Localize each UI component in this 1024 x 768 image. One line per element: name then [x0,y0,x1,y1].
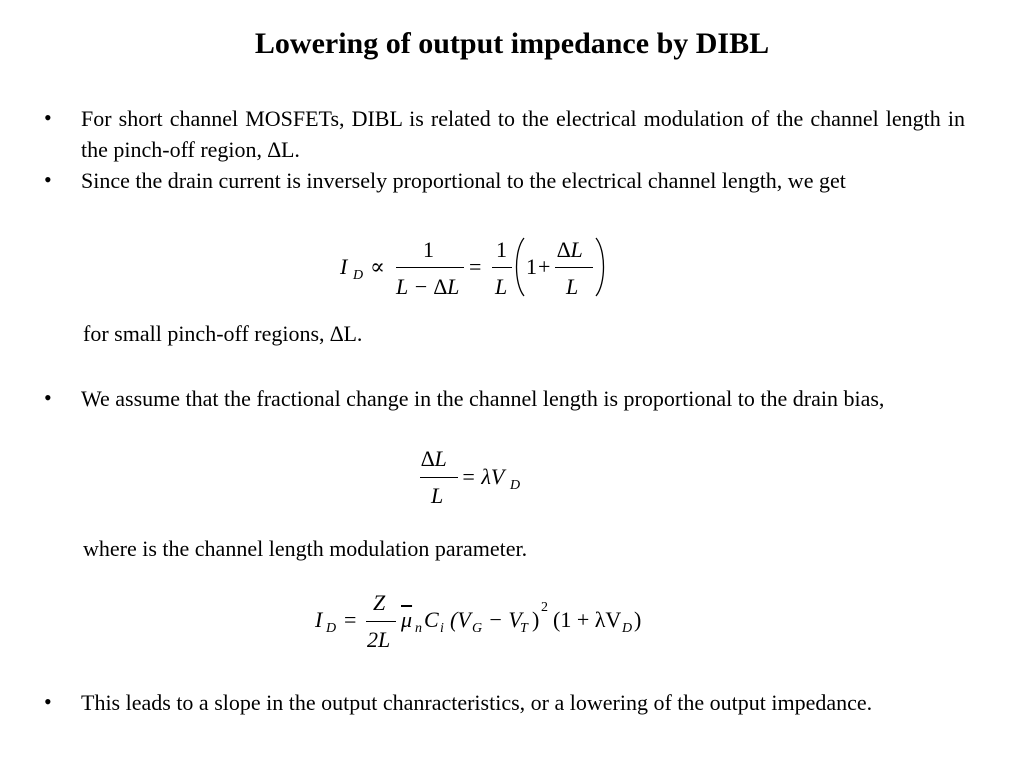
eq3-mu-sub: n [415,621,422,636]
bullet-text-fractional-change: We assume that the fractional change in the channel length is proportional to the drain bias, [81,386,885,411]
eq3-close: ) [532,607,540,632]
bullet-marker: • [44,689,52,714]
eq3-power: 2 [541,600,548,615]
eq1-plus: + [538,254,551,279]
bullet-text-dibl-modulation: For short channel MOSFETs, DIBL is related to the electrical modulation of the channel length in the pinch-off region, ∆L. [81,106,965,162]
bullet-text-slope-output: This leads to a slope in the output chanracteristics, or a lowering of the output impedance. [81,690,873,715]
note-small-pinch-off: for small pinch-off regions, ∆L. [83,321,363,346]
eq3-c: C [424,607,439,632]
eq3-frac-numerator: Z [373,590,386,615]
left-paren-icon [512,236,526,298]
bullet-text-drain-current: Since the drain current is inversely proportional to the electrical channel length, we get [81,168,846,193]
eq1-lhs: I [340,254,348,279]
eq3-tail: (1 + λV [553,607,622,632]
eq2-rhs: = λV [461,464,505,489]
eq3-vg-sub: G [472,621,483,636]
eq3-tail-close: ) [634,607,642,632]
eq3-lhs-sub: D [326,621,337,636]
slide-title: Lowering of output impedance by DIBL [254,27,770,60]
eq1-proportional-symbol: ∝ [370,254,385,279]
eq3-equals: = [344,607,357,632]
bullet-marker: • [44,167,52,192]
eq1-lhs-sub: D [353,268,364,283]
eq3-frac-denominator: 2L [367,627,391,652]
eq3-minus: − V [488,607,522,632]
note-modulation-parameter: where is the channel length modulation parameter. [83,536,528,561]
eq2-frac-denominator: L [431,483,444,508]
bullet-marker: • [44,385,52,410]
eq2-rhs-sub: D [510,478,521,493]
right-paren-icon [594,236,608,298]
eq1-frac1-numerator: 1 [423,237,434,262]
eq1-frac1-denominator: L − ∆L [396,274,460,299]
eq3-lhs: I [315,607,323,632]
eq1-equals: = [469,254,482,279]
eq2-frac-numerator: ∆L [421,446,447,471]
eq1-frac3-numerator: ∆L [557,237,583,262]
eq1-frac2-numerator: 1 [496,237,507,262]
eq3-mu: $\overline{\mu}$ [401,607,413,632]
eq3-vd-sub: D [622,621,633,636]
eq3-vt-sub: T [520,621,528,636]
eq1-frac2-denominator: L [495,274,508,299]
eq3-c-sub: i [440,621,444,636]
eq1-frac3-denominator: L [566,274,579,299]
bullet-marker: • [44,105,52,130]
eq3-open: (V [450,607,471,632]
eq1-paren-one: 1 [526,254,537,279]
